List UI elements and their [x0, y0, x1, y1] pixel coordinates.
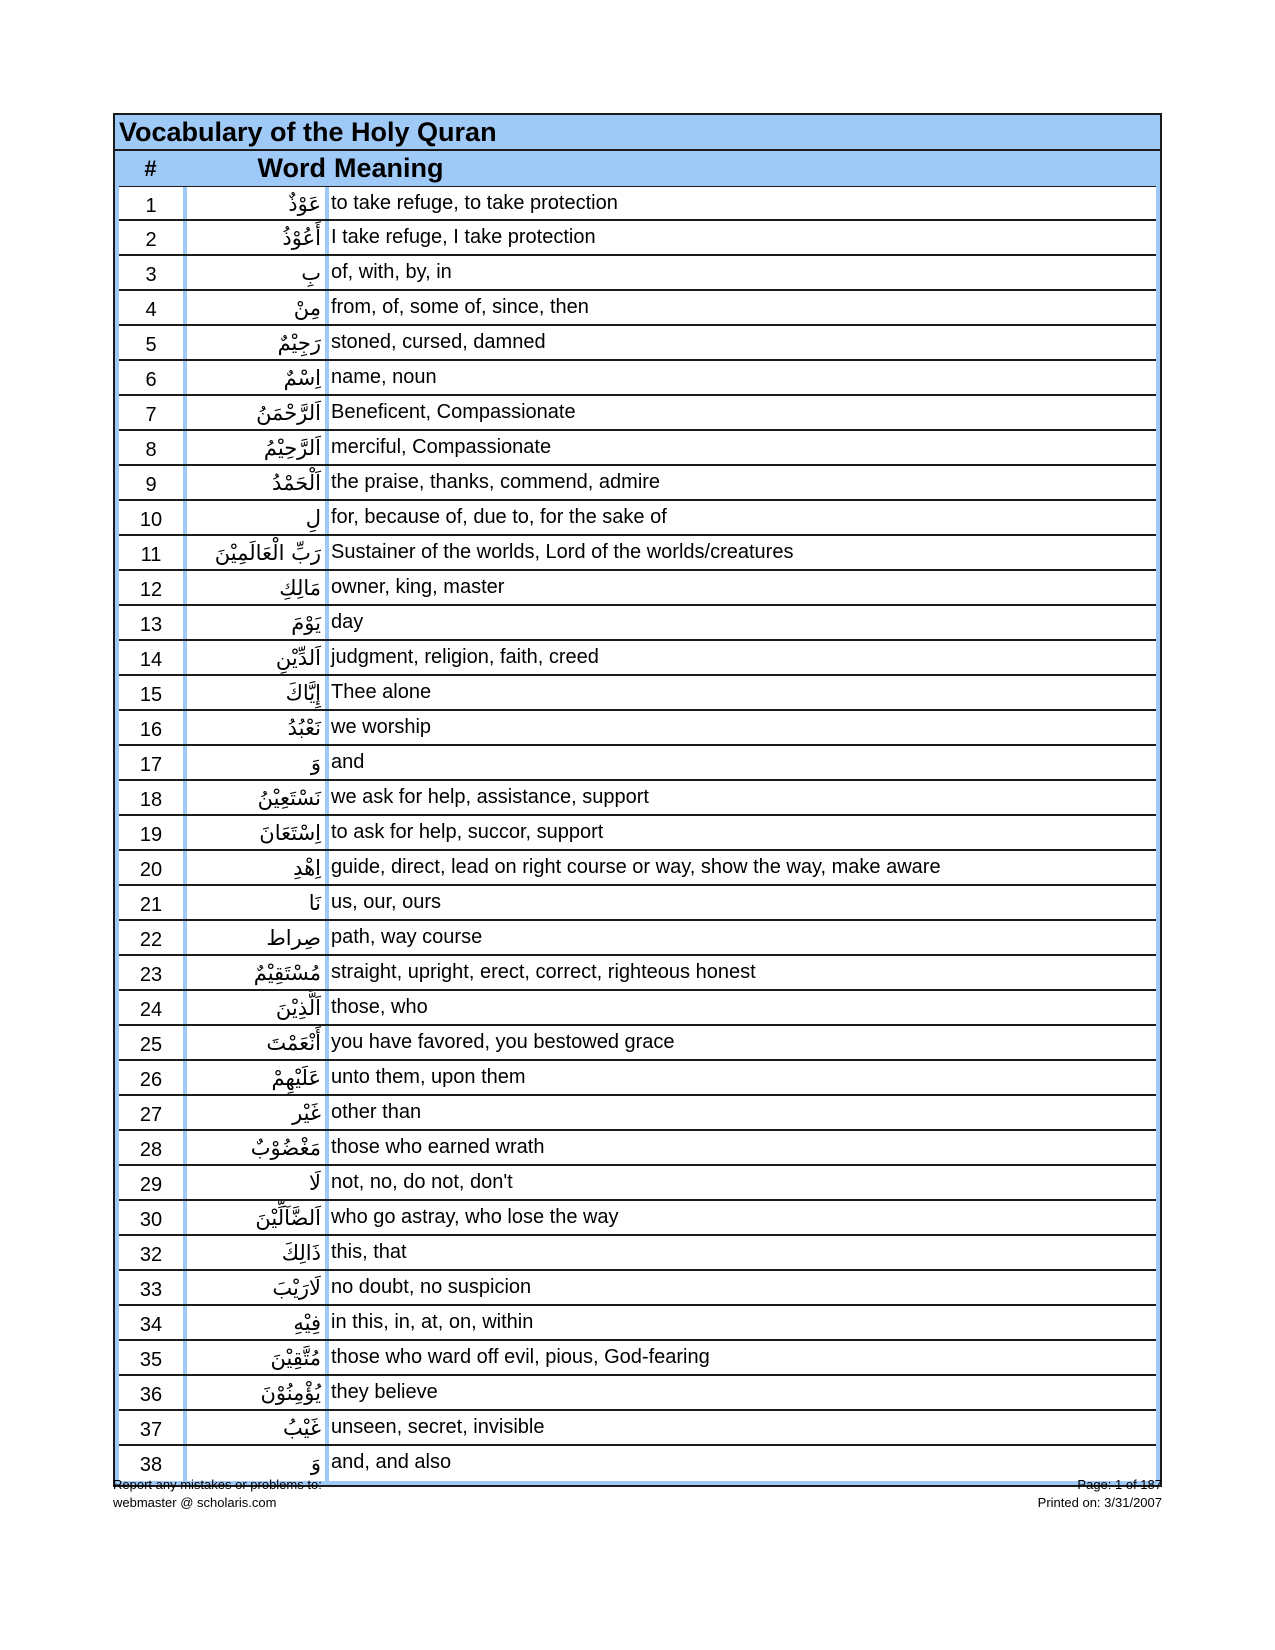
table-row	[119, 781, 1156, 816]
table-row	[119, 1411, 1156, 1446]
row-number: 9	[119, 466, 183, 499]
table-row	[119, 1131, 1156, 1166]
footer-report	[113, 1476, 322, 1512]
word-meaning: those who ward off evil, pious, God-fearing	[329, 1341, 1156, 1374]
vocabulary-table	[113, 113, 1162, 1487]
row-number: 1	[119, 187, 183, 219]
table-row	[119, 1306, 1156, 1341]
arabic-word: فِيْهِ	[187, 1306, 325, 1339]
row-number: 38	[119, 1446, 183, 1481]
table-row	[119, 1096, 1156, 1131]
word-meaning: stoned, cursed, damned	[329, 326, 1156, 359]
row-number: 3	[119, 256, 183, 289]
arabic-word: اَلَّذِيْنَ	[187, 991, 325, 1024]
arabic-word: رَبِّ الْعَالَمِيْنَ	[187, 536, 325, 569]
table-row	[119, 396, 1156, 431]
word-meaning: unseen, secret, invisible	[329, 1411, 1156, 1444]
arabic-word: نَا	[187, 886, 325, 919]
word-meaning: and	[329, 746, 1156, 779]
row-number: 35	[119, 1341, 183, 1374]
table-row	[119, 991, 1156, 1026]
arabic-word: مُتَّقِيْنَ	[187, 1341, 325, 1374]
arabic-word: لَارَيْبَ	[187, 1271, 325, 1304]
table-row	[119, 431, 1156, 466]
arabic-word: لَا	[187, 1166, 325, 1199]
row-number: 4	[119, 291, 183, 324]
table-body	[115, 186, 1160, 1485]
row-number: 7	[119, 396, 183, 429]
word-meaning: we ask for help, assistance, support	[329, 781, 1156, 814]
word-meaning: to take refuge, to take protection	[329, 187, 1156, 219]
table-row	[119, 606, 1156, 641]
row-number: 19	[119, 816, 183, 849]
table-row	[119, 326, 1156, 361]
row-number: 33	[119, 1271, 183, 1304]
word-meaning: from, of, some of, since, then	[329, 291, 1156, 324]
row-number: 12	[119, 571, 183, 604]
row-number: 28	[119, 1131, 183, 1164]
row-number: 16	[119, 711, 183, 744]
word-meaning: in this, in, at, on, within	[329, 1306, 1156, 1339]
row-number: 32	[119, 1236, 183, 1269]
arabic-word: أَنْعَمْتَ	[187, 1026, 325, 1059]
row-number: 18	[119, 781, 183, 814]
arabic-word: يُؤْمِنُوْنَ	[187, 1376, 325, 1409]
header-word: Word	[257, 153, 326, 183]
word-meaning: for, because of, due to, for the sake of	[329, 501, 1156, 534]
word-meaning: straight, upright, erect, correct, righteous honest	[329, 956, 1156, 989]
row-number: 13	[119, 606, 183, 639]
table-row	[119, 1236, 1156, 1271]
table-row	[119, 676, 1156, 711]
table-row	[119, 886, 1156, 921]
arabic-word: مَالِكِ	[187, 571, 325, 604]
table-row	[119, 851, 1156, 886]
arabic-word: مُسْتَقِيْمٌ	[187, 956, 325, 989]
word-meaning: they believe	[329, 1376, 1156, 1409]
arabic-word: يَوْمَ	[187, 606, 325, 639]
table-row	[119, 361, 1156, 396]
row-number: 25	[119, 1026, 183, 1059]
table-row	[119, 746, 1156, 781]
arabic-word: اِسْتَعَانَ	[187, 816, 325, 849]
arabic-word: اِهْدِ	[187, 851, 325, 884]
row-number: 17	[119, 746, 183, 779]
word-meaning: guide, direct, lead on right course or way, show the way, make aware	[329, 851, 1156, 884]
row-number: 29	[119, 1166, 183, 1199]
word-meaning: those who earned wrath	[329, 1131, 1156, 1164]
header-meaning: Meaning	[334, 153, 444, 183]
table-row	[119, 956, 1156, 991]
word-meaning: day	[329, 606, 1156, 639]
row-number: 2	[119, 221, 183, 254]
row-number: 22	[119, 921, 183, 954]
word-meaning: us, our, ours	[329, 886, 1156, 919]
arabic-word: عَوْذٌ	[187, 187, 325, 219]
arabic-word: نَسْتَعِيْنُ	[187, 781, 325, 814]
table-row	[119, 466, 1156, 501]
row-number: 14	[119, 641, 183, 674]
table-row	[119, 256, 1156, 291]
row-number: 10	[119, 501, 183, 534]
word-meaning: this, that	[329, 1236, 1156, 1269]
table-row	[119, 221, 1156, 256]
row-number: 11	[119, 536, 183, 569]
word-meaning: those, who	[329, 991, 1156, 1024]
row-number: 20	[119, 851, 183, 884]
table-row	[119, 1271, 1156, 1306]
row-number: 15	[119, 676, 183, 709]
table-row	[119, 501, 1156, 536]
arabic-word: اَلدِّيْنِ	[187, 641, 325, 674]
word-meaning: who go astray, who lose the way	[329, 1201, 1156, 1234]
word-meaning: no doubt, no suspicion	[329, 1271, 1156, 1304]
word-meaning: judgment, religion, faith, creed	[329, 641, 1156, 674]
row-number: 5	[119, 326, 183, 359]
word-meaning: Thee alone	[329, 676, 1156, 709]
word-meaning: I take refuge, I take protection	[329, 221, 1156, 254]
arabic-word: مِنْ	[187, 291, 325, 324]
table-row	[119, 1341, 1156, 1376]
row-number: 23	[119, 956, 183, 989]
footer-email: webmaster @ scholaris.com	[113, 1495, 277, 1510]
table-row	[119, 711, 1156, 746]
table-row	[119, 816, 1156, 851]
word-meaning: to ask for help, succor, support	[329, 816, 1156, 849]
word-meaning: other than	[329, 1096, 1156, 1129]
arabic-word: لِ	[187, 501, 325, 534]
header-number: #	[144, 156, 157, 181]
row-number: 27	[119, 1096, 183, 1129]
footer-report-text: Report any mistakes or problems to:	[113, 1477, 322, 1492]
arabic-word: اِسْمٌ	[187, 361, 325, 394]
word-meaning: owner, king, master	[329, 571, 1156, 604]
arabic-word: إِيَّاكَ	[187, 676, 325, 709]
table-row	[119, 1166, 1156, 1201]
arabic-word: اَلْحَمْدُ	[187, 466, 325, 499]
arabic-word: عَلَيْهِمْ	[187, 1061, 325, 1094]
arabic-word: بِ	[187, 256, 325, 289]
page-number: Page: 1 of 187	[1077, 1477, 1162, 1492]
word-meaning: of, with, by, in	[329, 256, 1156, 289]
arabic-word: اَلضَّآلِّيْنَ	[187, 1201, 325, 1234]
table-row	[119, 291, 1156, 326]
row-number: 26	[119, 1061, 183, 1094]
word-meaning: name, noun	[329, 361, 1156, 394]
row-number: 37	[119, 1411, 183, 1444]
arabic-word: وَ	[187, 746, 325, 779]
arabic-word: غَيْبُ	[187, 1411, 325, 1444]
table-row	[119, 186, 1156, 221]
word-meaning: not, no, do not, don't	[329, 1166, 1156, 1199]
footer-page-info	[1038, 1476, 1162, 1512]
word-meaning: path, way course	[329, 921, 1156, 954]
row-number: 36	[119, 1376, 183, 1409]
arabic-word: رَجِيْمٌ	[187, 326, 325, 359]
word-meaning: and, and also	[329, 1446, 1156, 1481]
arabic-word: اَلرَّحْمَنُ	[187, 396, 325, 429]
row-number: 6	[119, 361, 183, 394]
arabic-word: مَغْضُوْبٌ	[187, 1131, 325, 1164]
word-meaning: you have favored, you bestowed grace	[329, 1026, 1156, 1059]
table-row	[119, 1376, 1156, 1411]
word-meaning: we worship	[329, 711, 1156, 744]
table-row	[119, 641, 1156, 676]
table-row	[119, 1026, 1156, 1061]
printed-date: Printed on: 3/31/2007	[1037, 1495, 1162, 1510]
arabic-word: ذَالِكَ	[187, 1236, 325, 1269]
row-number: 21	[119, 886, 183, 919]
arabic-word: صِراط	[187, 921, 325, 954]
row-number: 30	[119, 1201, 183, 1234]
table-row	[119, 571, 1156, 606]
table-row	[119, 1201, 1156, 1236]
table-row	[119, 921, 1156, 956]
arabic-word: نَعْبُدُ	[187, 711, 325, 744]
row-number: 34	[119, 1306, 183, 1339]
header-row	[115, 151, 1160, 186]
arabic-word: غَيْر	[187, 1096, 325, 1129]
word-meaning: Beneficent, Compassionate	[329, 396, 1156, 429]
word-meaning: Sustainer of the worlds, Lord of the worlds/creatures	[329, 536, 1156, 569]
arabic-word: أَعُوْذُ	[187, 221, 325, 254]
word-meaning: merciful, Compassionate	[329, 431, 1156, 464]
arabic-word: اَلرَّحِيْمُ	[187, 431, 325, 464]
word-meaning: unto them, upon them	[329, 1061, 1156, 1094]
table-row	[119, 1061, 1156, 1096]
row-number: 24	[119, 991, 183, 1024]
table-row	[119, 536, 1156, 571]
arabic-word: وَ	[187, 1446, 325, 1481]
table-title: Vocabulary of the Holy Quran	[115, 115, 1160, 151]
word-meaning: the praise, thanks, commend, admire	[329, 466, 1156, 499]
row-number: 8	[119, 431, 183, 464]
